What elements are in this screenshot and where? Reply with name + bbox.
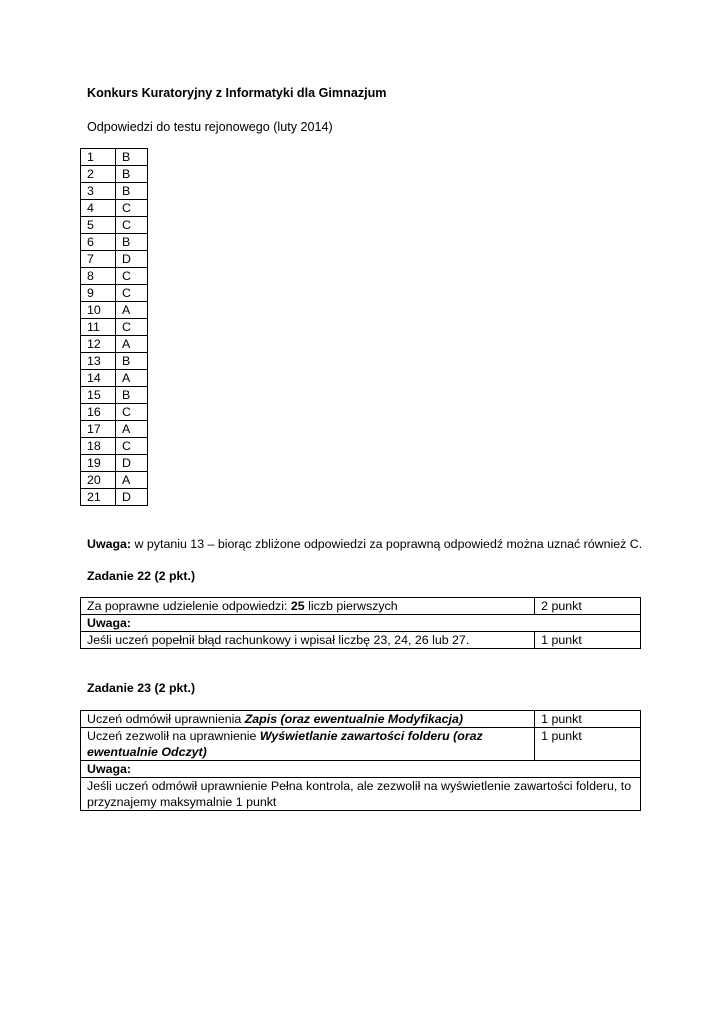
points-cell: 1 punkt [535, 711, 641, 728]
criterion-text: Uczeń odmówił uprawnienia [87, 712, 245, 726]
answer-letter: B [116, 234, 148, 251]
zadanie-22-heading: Zadanie 22 (2 pkt.) [87, 569, 196, 583]
answer-row [81, 285, 148, 302]
answer-row [81, 421, 148, 438]
zadanie-22-table [80, 597, 641, 649]
question-number: 6 [81, 234, 116, 251]
question-number: 1 [81, 149, 116, 166]
table-row [81, 728, 641, 761]
table-row [81, 711, 641, 728]
question-number: 14 [81, 370, 116, 387]
table-row [81, 598, 641, 615]
question-number: 12 [81, 336, 116, 353]
points-cell: 1 punkt [535, 632, 641, 649]
criterion-bold-italic: Zapis (oraz ewentualnie Modyfikacja) [244, 712, 463, 726]
answer-row [81, 489, 148, 506]
uwaga-cell: Uwaga: [81, 615, 641, 632]
answer-letter: D [116, 489, 148, 506]
note-label: Uwaga: [87, 537, 132, 551]
answer-letter: C [116, 319, 148, 336]
criterion-text-suffix: liczb pierwszych [304, 599, 398, 613]
answer-letter: B [116, 149, 148, 166]
points-cell: 2 punkt [535, 598, 641, 615]
criterion-cell [81, 728, 535, 761]
answer-row [81, 268, 148, 285]
document-title: Konkurs Kuratoryjny z Informatyki dla Gimnazjum [87, 86, 387, 100]
criterion-text: Uczeń zezwolił na uprawnienie [87, 729, 260, 743]
zadanie-23-table [80, 710, 641, 811]
answer-row [81, 302, 148, 319]
question-number: 11 [81, 319, 116, 336]
answer-letter: A [116, 472, 148, 489]
question-number: 19 [81, 455, 116, 472]
answer-letter: C [116, 438, 148, 455]
answer-letter: D [116, 251, 148, 268]
answer-row [81, 166, 148, 183]
answer-letter: A [116, 370, 148, 387]
question-number: 9 [81, 285, 116, 302]
zadanie-23-heading: Zadanie 23 (2 pkt.) [87, 681, 196, 695]
answer-letter: C [116, 217, 148, 234]
answer-row [81, 183, 148, 200]
criterion-cell: Jeśli uczeń popełnił błąd rachunkowy i wpisał liczbę 23, 24, 26 lub 27. [81, 632, 535, 649]
question-number: 13 [81, 353, 116, 370]
uwaga-cell: Uwaga: [81, 761, 641, 778]
answer-letter: D [116, 455, 148, 472]
answer-row [81, 217, 148, 234]
answer-letter: A [116, 336, 148, 353]
document-subtitle: Odpowiedzi do testu rejonowego (luty 2014) [87, 120, 333, 134]
answer-letter: C [116, 285, 148, 302]
table-row [81, 632, 641, 649]
uwaga-text-cell: Jeśli uczeń odmówił uprawnienie Pełna kontrola, ale zezwolił na wyświetlenie zawartości folderu, to przyznajemy maksymalnie 1 punkt [81, 778, 641, 811]
answer-letter: B [116, 166, 148, 183]
answer-letter: B [116, 183, 148, 200]
answer-row [81, 404, 148, 421]
answer-row [81, 387, 148, 404]
question-number: 10 [81, 302, 116, 319]
criterion-cell [81, 711, 535, 728]
answer-row [81, 438, 148, 455]
question-number: 16 [81, 404, 116, 421]
answer-row [81, 336, 148, 353]
answer-row [81, 149, 148, 166]
question-number: 8 [81, 268, 116, 285]
note-text: w pytaniu 13 – biorąc zbliżone odpowiedzi za poprawną odpowiedź można uznać również C. [131, 537, 643, 551]
answer-letter: C [116, 268, 148, 285]
answer-key-table [80, 148, 148, 506]
answer-row [81, 200, 148, 217]
answer-row [81, 455, 148, 472]
question-number: 4 [81, 200, 116, 217]
question-number: 2 [81, 166, 116, 183]
question-number: 18 [81, 438, 116, 455]
answer-row [81, 472, 148, 489]
question-number: 7 [81, 251, 116, 268]
question-number: 5 [81, 217, 116, 234]
table-row [81, 778, 641, 811]
question-number: 15 [81, 387, 116, 404]
question-number: 21 [81, 489, 116, 506]
question-number: 3 [81, 183, 116, 200]
answer-letter: A [116, 421, 148, 438]
answer-letter: C [116, 404, 148, 421]
table-row [81, 761, 641, 778]
criterion-cell [81, 598, 535, 615]
question-number: 17 [81, 421, 116, 438]
note-question-13 [87, 537, 642, 551]
answer-row [81, 234, 148, 251]
answer-letter: B [116, 387, 148, 404]
answer-row [81, 370, 148, 387]
answer-row [81, 319, 148, 336]
criterion-bold-italic: Wyświetlanie zawartości folderu (oraz ewentualnie Odczyt) [87, 729, 483, 759]
answer-key-body [81, 149, 148, 506]
answer-letter: B [116, 353, 148, 370]
answer-row [81, 251, 148, 268]
answer-row [81, 353, 148, 370]
points-cell: 1 punkt [535, 728, 641, 761]
question-number: 20 [81, 472, 116, 489]
answer-letter: A [116, 302, 148, 319]
answer-letter: C [116, 200, 148, 217]
criterion-bold: 25 [290, 599, 305, 613]
table-row [81, 615, 641, 632]
criterion-text: Za poprawne udzielenie odpowiedzi: [87, 599, 291, 613]
